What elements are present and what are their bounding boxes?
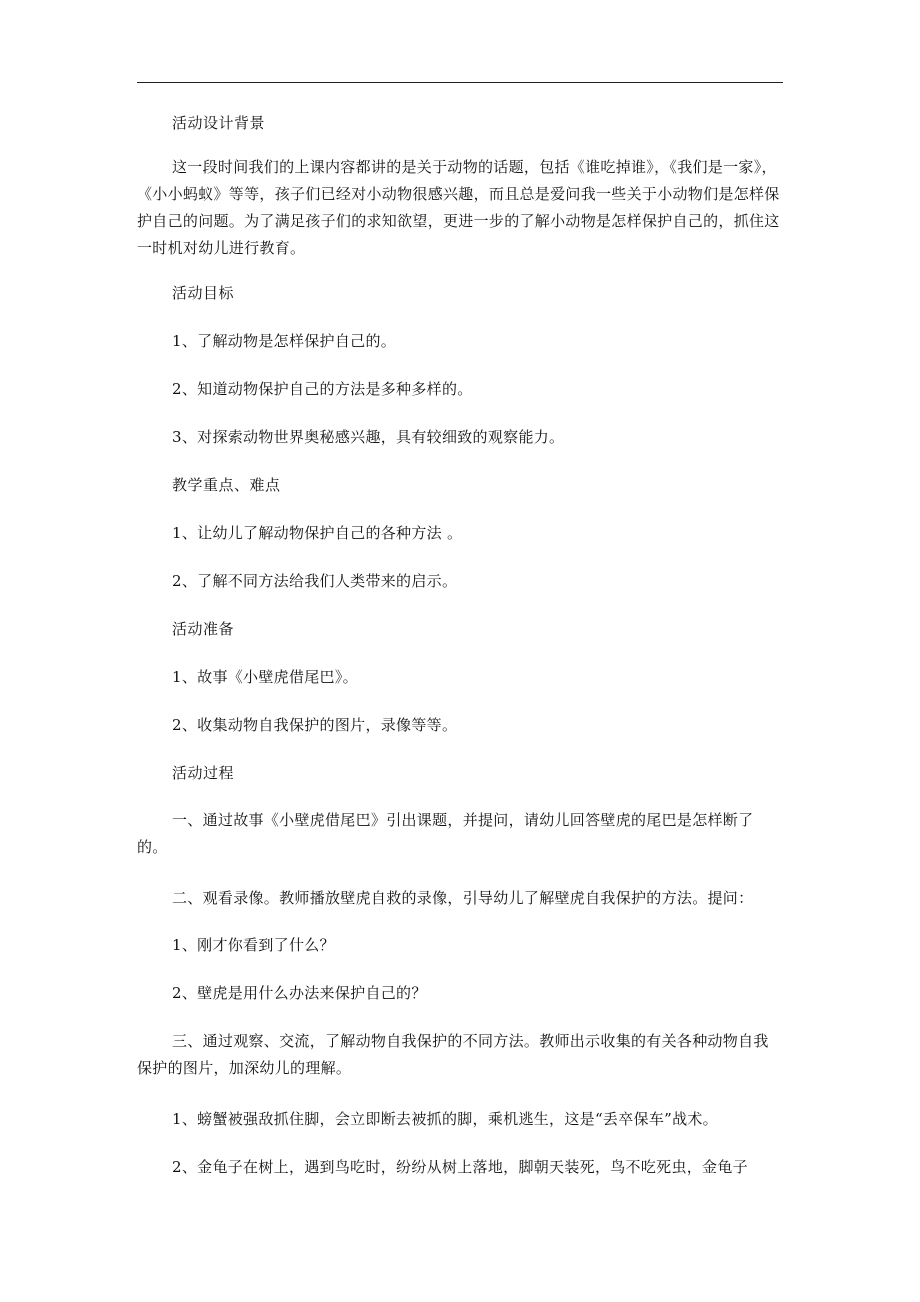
process-paragraph: 三、通过观察、交流，了解动物自我保护的不同方法。教师出示收集的有关各种动物自我保护的图片，加深幼儿的理解。 (137, 1032, 769, 1077)
goal-item: 1、了解动物是怎样保护自己的。 (172, 332, 397, 350)
preparation-heading: 活动准备 (172, 620, 235, 638)
key-point-item: 1、让幼儿了解动物保护自己的各种方法 。 (172, 524, 463, 542)
goal-item: 2、知道动物保护自己的方法是多种多样的。 (172, 380, 473, 398)
process-paragraph: 二、观看录像。教师播放壁虎自救的录像，引导幼儿了解壁虎自我保护的方法。提问： (172, 889, 754, 907)
goals-heading: 活动目标 (172, 284, 235, 302)
preparation-item: 1、故事《小壁虎借尾巴》。 (172, 668, 358, 686)
process-paragraph: 1、刚才你看到了什么？ (172, 936, 335, 954)
key-point-item: 2、了解不同方法给我们人类带来的启示。 (172, 572, 458, 590)
process-paragraph: 2、壁虎是用什么办法来保护自己的？ (172, 984, 427, 1002)
header-rule (137, 82, 783, 83)
process-paragraph: 一、通过故事《小壁虎借尾巴》引出课题，并提问，请幼儿回答壁虎的尾巴是怎样断了的。 (137, 811, 754, 856)
background-paragraph: 这一段时间我们的上课内容都讲的是关于动物的话题，包括《谁吃掉谁》，《我们是一家》，《小小蚂蚁》等等，孩子们已经对小动物很感兴趣，而且总是爱问我一些关于小动物们是怎样保护自己的问题。为了满足孩子们的求知欲望，更进一步的了解小动物是怎样保护自己的，抓住这一时机对幼儿进行教育。 (137, 158, 780, 257)
process-paragraph: 2、金龟子在树上，遇到鸟吃时，纷纷从树上落地，脚朝天装死，鸟不吃死虫，金龟子 (172, 1158, 748, 1176)
background-heading: 活动设计背景 (172, 114, 266, 132)
process-paragraph: 1、螃蟹被强敌抓住脚，会立即断去被抓的脚，乘机逃生，这是“丢卒保车”战术。 (172, 1110, 718, 1128)
process-heading: 活动过程 (172, 764, 235, 782)
preparation-item: 2、收集动物自我保护的图片，录像等等。 (172, 716, 458, 734)
goal-item: 3、对探索动物世界奥秘感兴趣，具有较细致的观察能力。 (172, 428, 565, 446)
key-points-heading: 教学重点、难点 (172, 476, 281, 494)
